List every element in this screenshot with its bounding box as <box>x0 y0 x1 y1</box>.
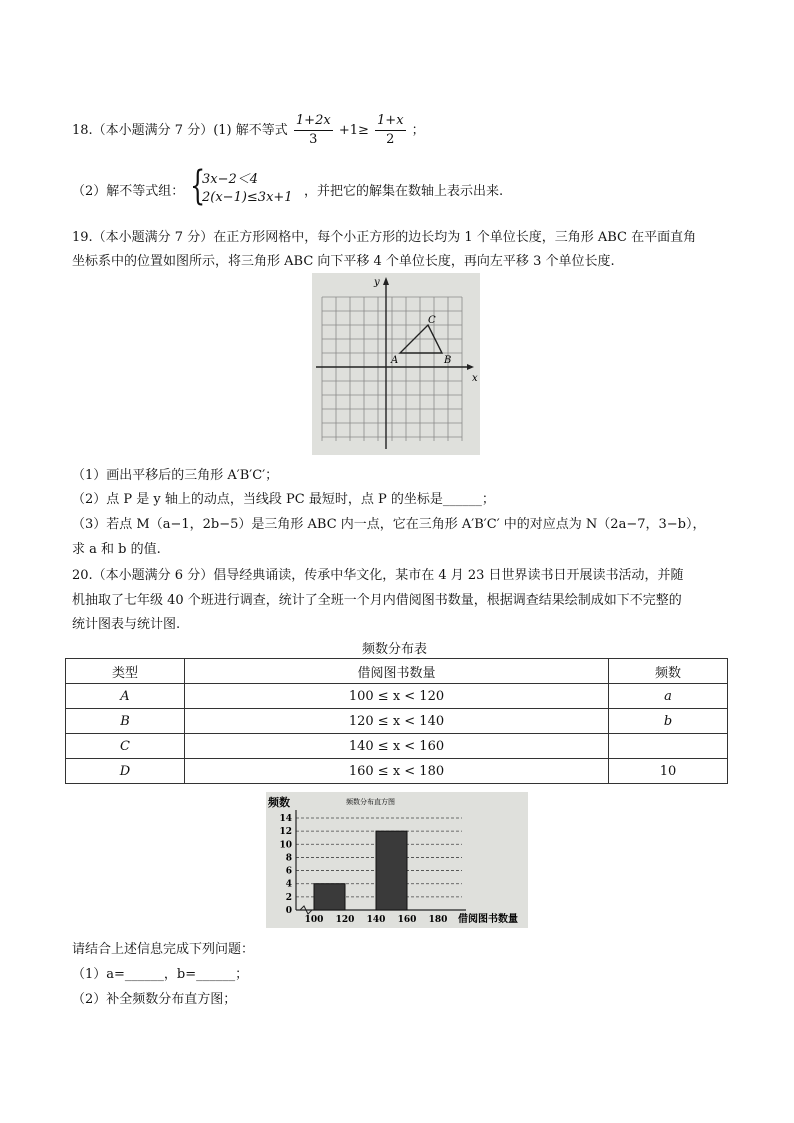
q19-line2: 坐标系中的位置如图所示，将三角形 ABC 向下平移 4 个单位长度，再向左平移 3 个单位长度. <box>72 254 615 269</box>
table-row <box>66 759 728 784</box>
q18-mid: +1≥ <box>338 123 369 138</box>
table-cell: 120 ≤ x < 140 <box>184 709 608 734</box>
q18-frac2-den: 2 <box>386 132 395 147</box>
table-row <box>66 684 728 709</box>
point-a-label: A <box>391 355 399 366</box>
table-cell: 160 ≤ x < 180 <box>184 759 608 784</box>
y-tick-label: 4 <box>285 879 292 890</box>
chart-title: 频数分布直方图 <box>346 798 395 806</box>
q20-prompt: 请结合上述信息完成下列问题： <box>72 942 255 957</box>
frequency-table <box>65 658 728 784</box>
y-tick-label: 6 <box>285 866 292 877</box>
table-cell: A <box>66 684 185 709</box>
q19-sub3: （3）若点 M（a−1，2b−5）是三角形 ABC 内一点，它在三角形 A′B′C′ 中的对应点为 N（2a−7，3−b）， <box>72 517 706 532</box>
histogram-bar <box>314 884 345 910</box>
x-tick-label: 140 <box>366 915 386 925</box>
table-cell: D <box>66 759 185 784</box>
grid-lines <box>322 297 462 441</box>
q18-frac1-den: 3 <box>309 132 318 147</box>
q20-line1: 20.（本小题满分 6 分）倡导经典诵读，传承中华文化，某市在 4 月 23 日世界读书日开展读书活动，并随 <box>72 568 684 583</box>
q19-sub3b: 求 a 和 b 的值. <box>72 542 161 557</box>
chart-xlabel: 借阅图书数量 <box>458 914 518 925</box>
x-tick-label: 100 <box>304 915 324 925</box>
x-axis-arrow-icon <box>467 364 474 370</box>
histogram-figure <box>266 792 528 928</box>
frequency-table-title: 频数分布表 <box>362 642 428 657</box>
table-row <box>66 709 728 734</box>
q20-line3: 统计图表与统计图. <box>72 617 181 632</box>
y-axis-arrow-icon <box>383 277 389 285</box>
x-axis-label: x <box>472 373 478 384</box>
table-header-cell: 频数 <box>609 659 728 684</box>
left-brace-icon: { <box>190 163 206 209</box>
table-header-cell: 借阅图书数量 <box>184 659 608 684</box>
table-cell: b <box>609 709 728 734</box>
chart-ylabel: 频数 <box>268 796 290 809</box>
q20-sub2: （2）补全频数分布直方图； <box>72 992 237 1007</box>
x-tick-label: 160 <box>397 915 417 925</box>
q18-sys-line1: 3x−2＜4 <box>202 172 259 187</box>
q18-sys-line2: 2(x−1)≤3x+1 <box>202 190 293 205</box>
y-axis-label: y <box>374 277 380 288</box>
q18-frac1-num: 1+2x <box>294 112 333 131</box>
y-tick-label: 2 <box>285 892 292 903</box>
coordinate-grid-figure <box>312 273 480 455</box>
histogram-bar <box>376 831 407 910</box>
y-tick-label: 10 <box>279 840 292 851</box>
q20-sub1: （1）a=______，b=______； <box>72 967 249 982</box>
table-cell: B <box>66 709 185 734</box>
table-cell: a <box>609 684 728 709</box>
q18-part2-prefix: （2）解不等式组： <box>72 184 185 199</box>
y-tick-label: 14 <box>279 814 292 824</box>
table-row <box>66 734 728 759</box>
y-tick-label: 12 <box>279 827 292 838</box>
q18-fraction-2 <box>375 112 406 149</box>
q18-end: ； <box>411 123 425 138</box>
q18-head: 18.（本小题满分 7 分）(1) 解不等式 <box>72 123 288 138</box>
table-header-row <box>66 659 728 684</box>
x-tick-label: 180 <box>428 915 448 925</box>
q18-part2-suffix: ，并把它的解集在数轴上表示出来. <box>304 184 504 199</box>
q19-sub2: （2）点 P 是 y 轴上的动点，当线段 PC 最短时，点 P 的坐标是______； <box>72 492 495 507</box>
q20-line2: 机抽取了七年级 40 个班进行调查，统计了全班一个月内借阅图书数量，根据调查结果绘制成如下不完整的 <box>72 593 682 608</box>
q18-fraction-1 <box>294 112 333 149</box>
table-cell <box>609 734 728 759</box>
histogram-svg <box>266 792 528 928</box>
y-tick-label: 8 <box>285 853 292 864</box>
q18-frac2-num: 1+x <box>375 112 406 131</box>
table-cell: 100 ≤ x < 120 <box>184 684 608 709</box>
q19-line1: 19.（本小题满分 7 分）在正方形网格中，每个小正方形的边长均为 1 个单位长度，三角形 ABC 在平面直角 <box>72 230 697 245</box>
table-header-cell: 类型 <box>66 659 185 684</box>
table-cell: C <box>66 734 185 759</box>
q18-line1 <box>72 112 425 149</box>
q19-sub1: （1）画出平移后的三角形 A′B′C′； <box>72 468 279 483</box>
point-c-label: C <box>428 315 436 326</box>
table-cell: 140 ≤ x < 160 <box>184 734 608 759</box>
q18-inequality-system <box>190 163 310 212</box>
coordinate-grid-svg <box>312 273 480 455</box>
y-tick-label: 0 <box>285 906 292 916</box>
table-cell: 10 <box>609 759 728 784</box>
point-b-label: B <box>444 355 452 366</box>
x-tick-label: 120 <box>335 915 355 925</box>
